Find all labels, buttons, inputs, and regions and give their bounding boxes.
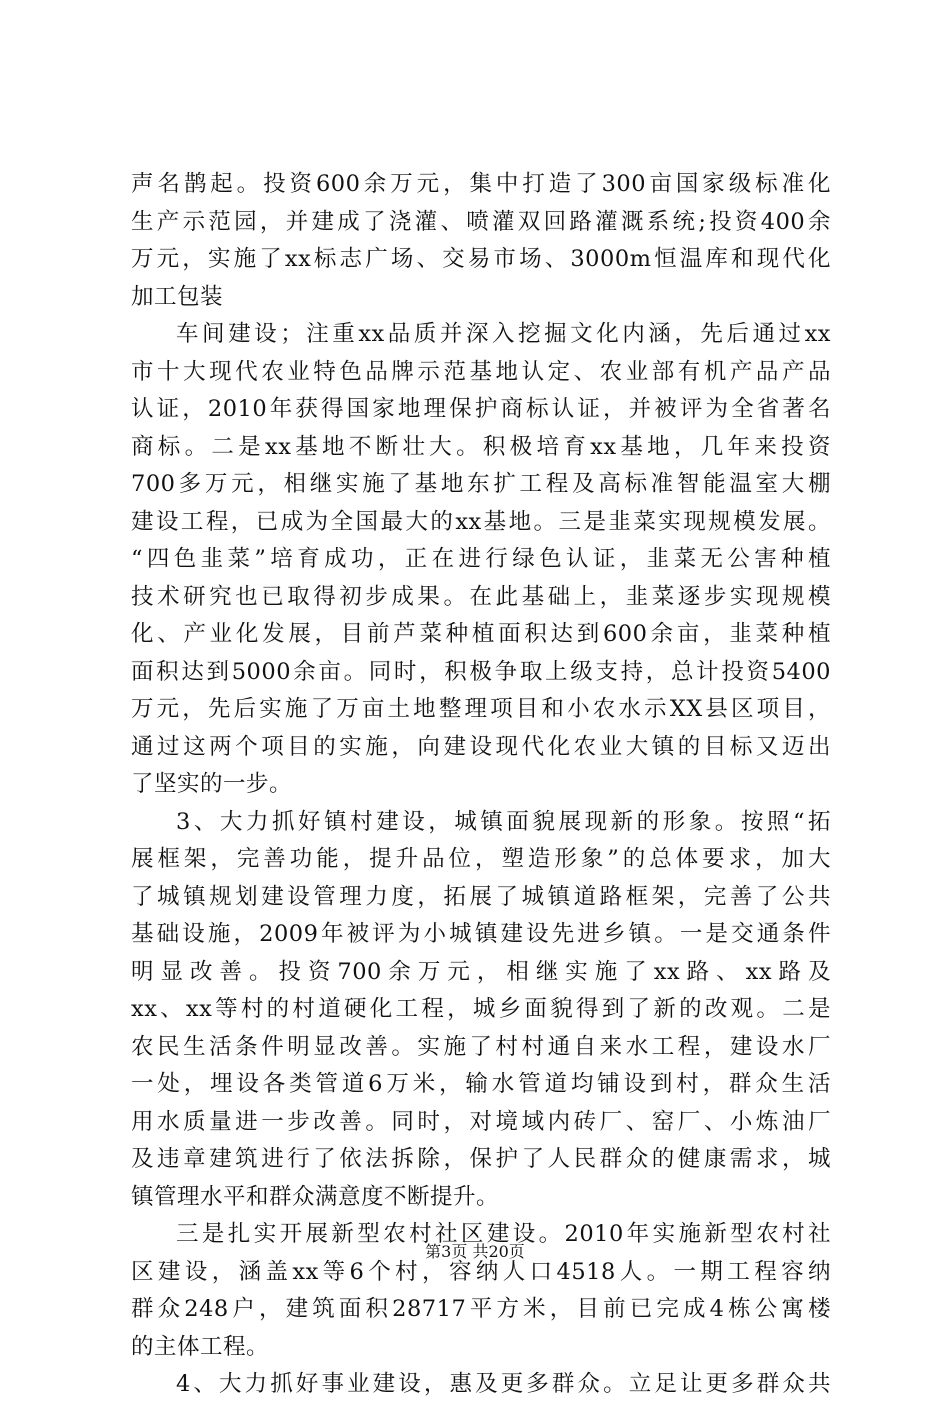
text-line: xx、xx等村的村道硬化工程，城乡面貌得到了新的改观。二是 (131, 996, 831, 1022)
text-line: 用水质量进一步改善。同时，对境域内砖厂、窑厂、小炼油厂 (131, 1108, 831, 1135)
text-line: 3、大力抓好镇村建设，城镇面貌展现新的形象。按照“拓 (176, 808, 831, 835)
text-line: 及违章建筑进行了依法拆除，保护了人民群众的健康需求，城 (131, 1146, 831, 1172)
text-line: 展框架，完善功能，提升品位，塑造形象”的总体要求，加大 (131, 846, 831, 872)
text-line: 4、大力抓好事业建设，惠及更多群众。立足让更多群众共 (176, 1371, 831, 1397)
text-line: 的主体工程。 (131, 1333, 270, 1360)
text-line: 化、产业化发展，目前芦菜种植面积达到600余亩，韭菜种植 (131, 621, 831, 647)
text-line: 一处，埋设各类管道6万米，输水管道均铺设到村，群众生活 (131, 1071, 831, 1097)
paragraph (131, 316, 831, 804)
page-number: 第3页 共20页 (425, 1242, 525, 1261)
text-line: 通过这两个项目的实施，向建设现代化农业大镇的目标又迈出 (131, 733, 831, 760)
text-line: 群众248户，建筑面积28717平方米，目前已完成4栋公寓楼 (131, 1296, 831, 1322)
text-line: 加工包装 (131, 283, 224, 310)
paragraph (131, 166, 831, 316)
page-footer (0, 1242, 950, 1262)
text-line: 区建设，涵盖xx等6个村，容纳人口4518人。一期工程容纳 (131, 1258, 831, 1285)
text-line: 镇管理水平和群众满意度不断提升。 (131, 1183, 500, 1210)
text-line: 市十大现代农业特色品牌示范基地认定、农业部有机产品产品 (131, 358, 831, 385)
text-line: 了坚实的一步。 (131, 771, 293, 797)
text-line: 700多万元，相继实施了基地东扩工程及高标准智能温室大棚 (131, 471, 831, 497)
text-line: “四色韭菜”培育成功，正在进行绿色认证，韭菜无公害种植 (131, 546, 831, 572)
text-line: 万元，实施了xx标志广场、交易市场、3000m恒温库和现代化 (131, 246, 831, 272)
text-line: 车间建设；注重xx品质并深入挖掘文化内涵，先后通过xx (176, 321, 831, 347)
text-line: 认证，2010年获得国家地理保护商标认证，并被评为全省著名 (131, 396, 831, 422)
paragraph (131, 804, 831, 1217)
text-line: 了城镇规划建设管理力度，拓展了城镇道路框架，完善了公共 (131, 883, 831, 910)
text-line: 明显改善。投资700余万元，相继实施了xx路、xx路及 (131, 958, 831, 985)
text-line: 技术研究也已取得初步成果。在此基础上，韭菜逐步实现规模 (131, 583, 831, 610)
text-line: 基础设施，2009年被评为小城镇建设先进乡镇。一是交通条件 (131, 921, 831, 947)
text-line: 农民生活条件明显改善。实施了村村通自来水工程，建设水厂 (131, 1033, 831, 1060)
text-line: 声名鹊起。投资600余万元，集中打造了300亩国家级标准化 (131, 171, 831, 197)
text-line: 万元，先后实施了万亩土地整理项目和小农水示XX县区项目， (131, 696, 831, 722)
text-line: 商标。二是xx基地不断壮大。积极培育xx基地，几年来投资 (131, 433, 831, 460)
text-line: 三是扎实开展新型农村社区建设。2010年实施新型农村社 (176, 1221, 831, 1247)
text-line: 建设工程，已成为全国最大的xx基地。三是韭菜实现规模发展。 (131, 508, 831, 535)
text-line: 面积达到5000余亩。同时，积极争取上级支持，总计投资5400 (131, 658, 831, 685)
text-line: 生产示范园，并建成了浇灌、喷灌双回路灌溉系统;投资400余 (131, 208, 831, 235)
document-body (131, 166, 831, 1404)
paragraph (131, 1366, 831, 1404)
